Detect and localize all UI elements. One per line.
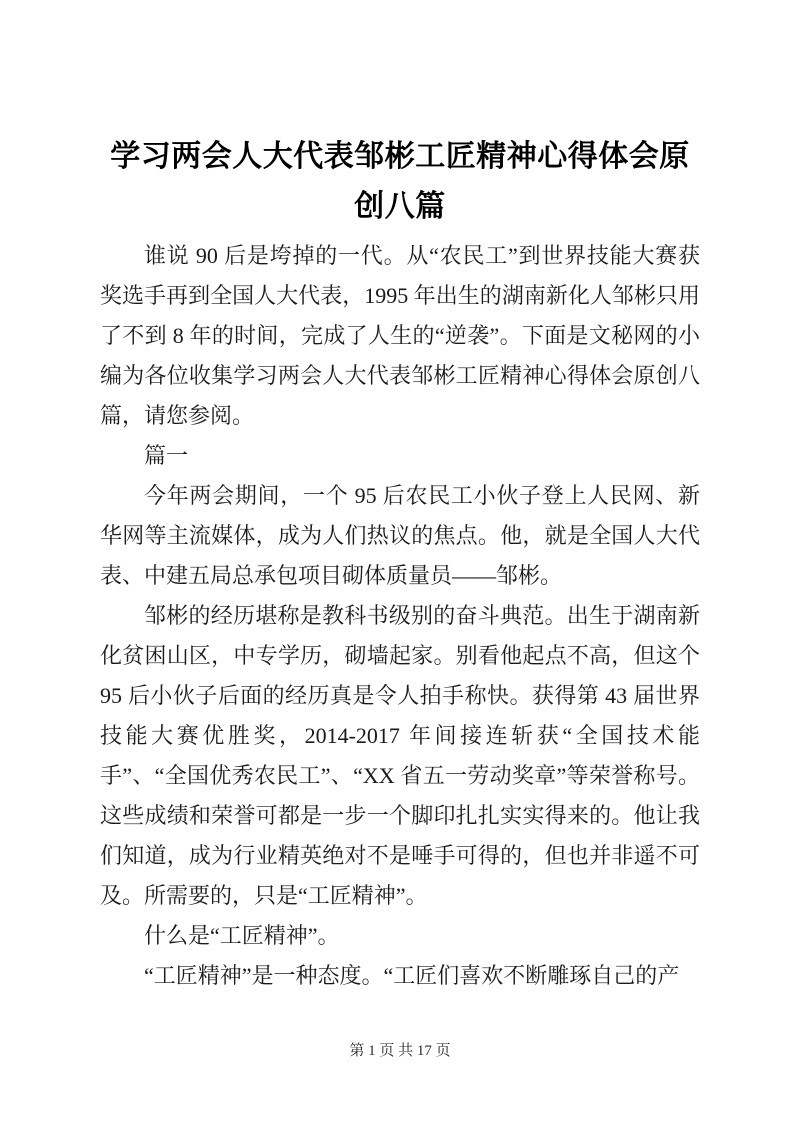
paragraph-intro: 谁说 90 后是垮掉的一代。从“农民工”到世界技能大赛获奖选手再到全国人大代表，1995 年出生的湖南新化人邹彬只用了不到 8 年的时间，完成了人生的“逆袭”。下面是文秘网的小编为各位收集学习两会人大代表邹彬工匠精神心得体会原创八篇，请您参阅。	[100, 243, 700, 428]
document-body	[100, 236, 700, 996]
page-footer	[0, 1040, 800, 1062]
paragraph: 今年两会期间，一个 95 后农民工小伙子登上人民网、新华网等主流媒体，成为人们热议的焦点。他，就是全国人大代表、中建五局总承包项目砌体质量员——邹彬。	[100, 483, 700, 588]
page-number-label: 第 1 页 共 17 页	[349, 1043, 451, 1059]
paragraph: 邹彬的经历堪称是教科书级别的奋斗典范。出生于湖南新化贫困山区，中专学历，砌墙起家。别看他起点不高，但这个 95 后小伙子后面的经历真是令人拍手称快。获得第 43 届世界技能大赛优胜奖，2014-2017 年间接连斩获“全国技术能手”、“全国优秀农民工”、“XX 省五一劳动奖章”等荣誉称号。这些成绩和荣誉可都是一步一个脚印扎扎实实得来的。他让我们知道，成为行业精英绝对不是唾手可得的，但也并非遥不可及。所需要的，只是“工匠精神”。	[100, 603, 700, 908]
paragraph: 什么是“工匠精神”。	[144, 923, 340, 948]
document-title: 学习两会人大代表邹彬工匠精神心得体会原创八篇	[110, 140, 690, 223]
paragraph: “工匠精神”是一种态度。“工匠们喜欢不断雕琢自己的产	[144, 963, 680, 988]
section-heading-part-one: 篇一	[144, 443, 189, 468]
